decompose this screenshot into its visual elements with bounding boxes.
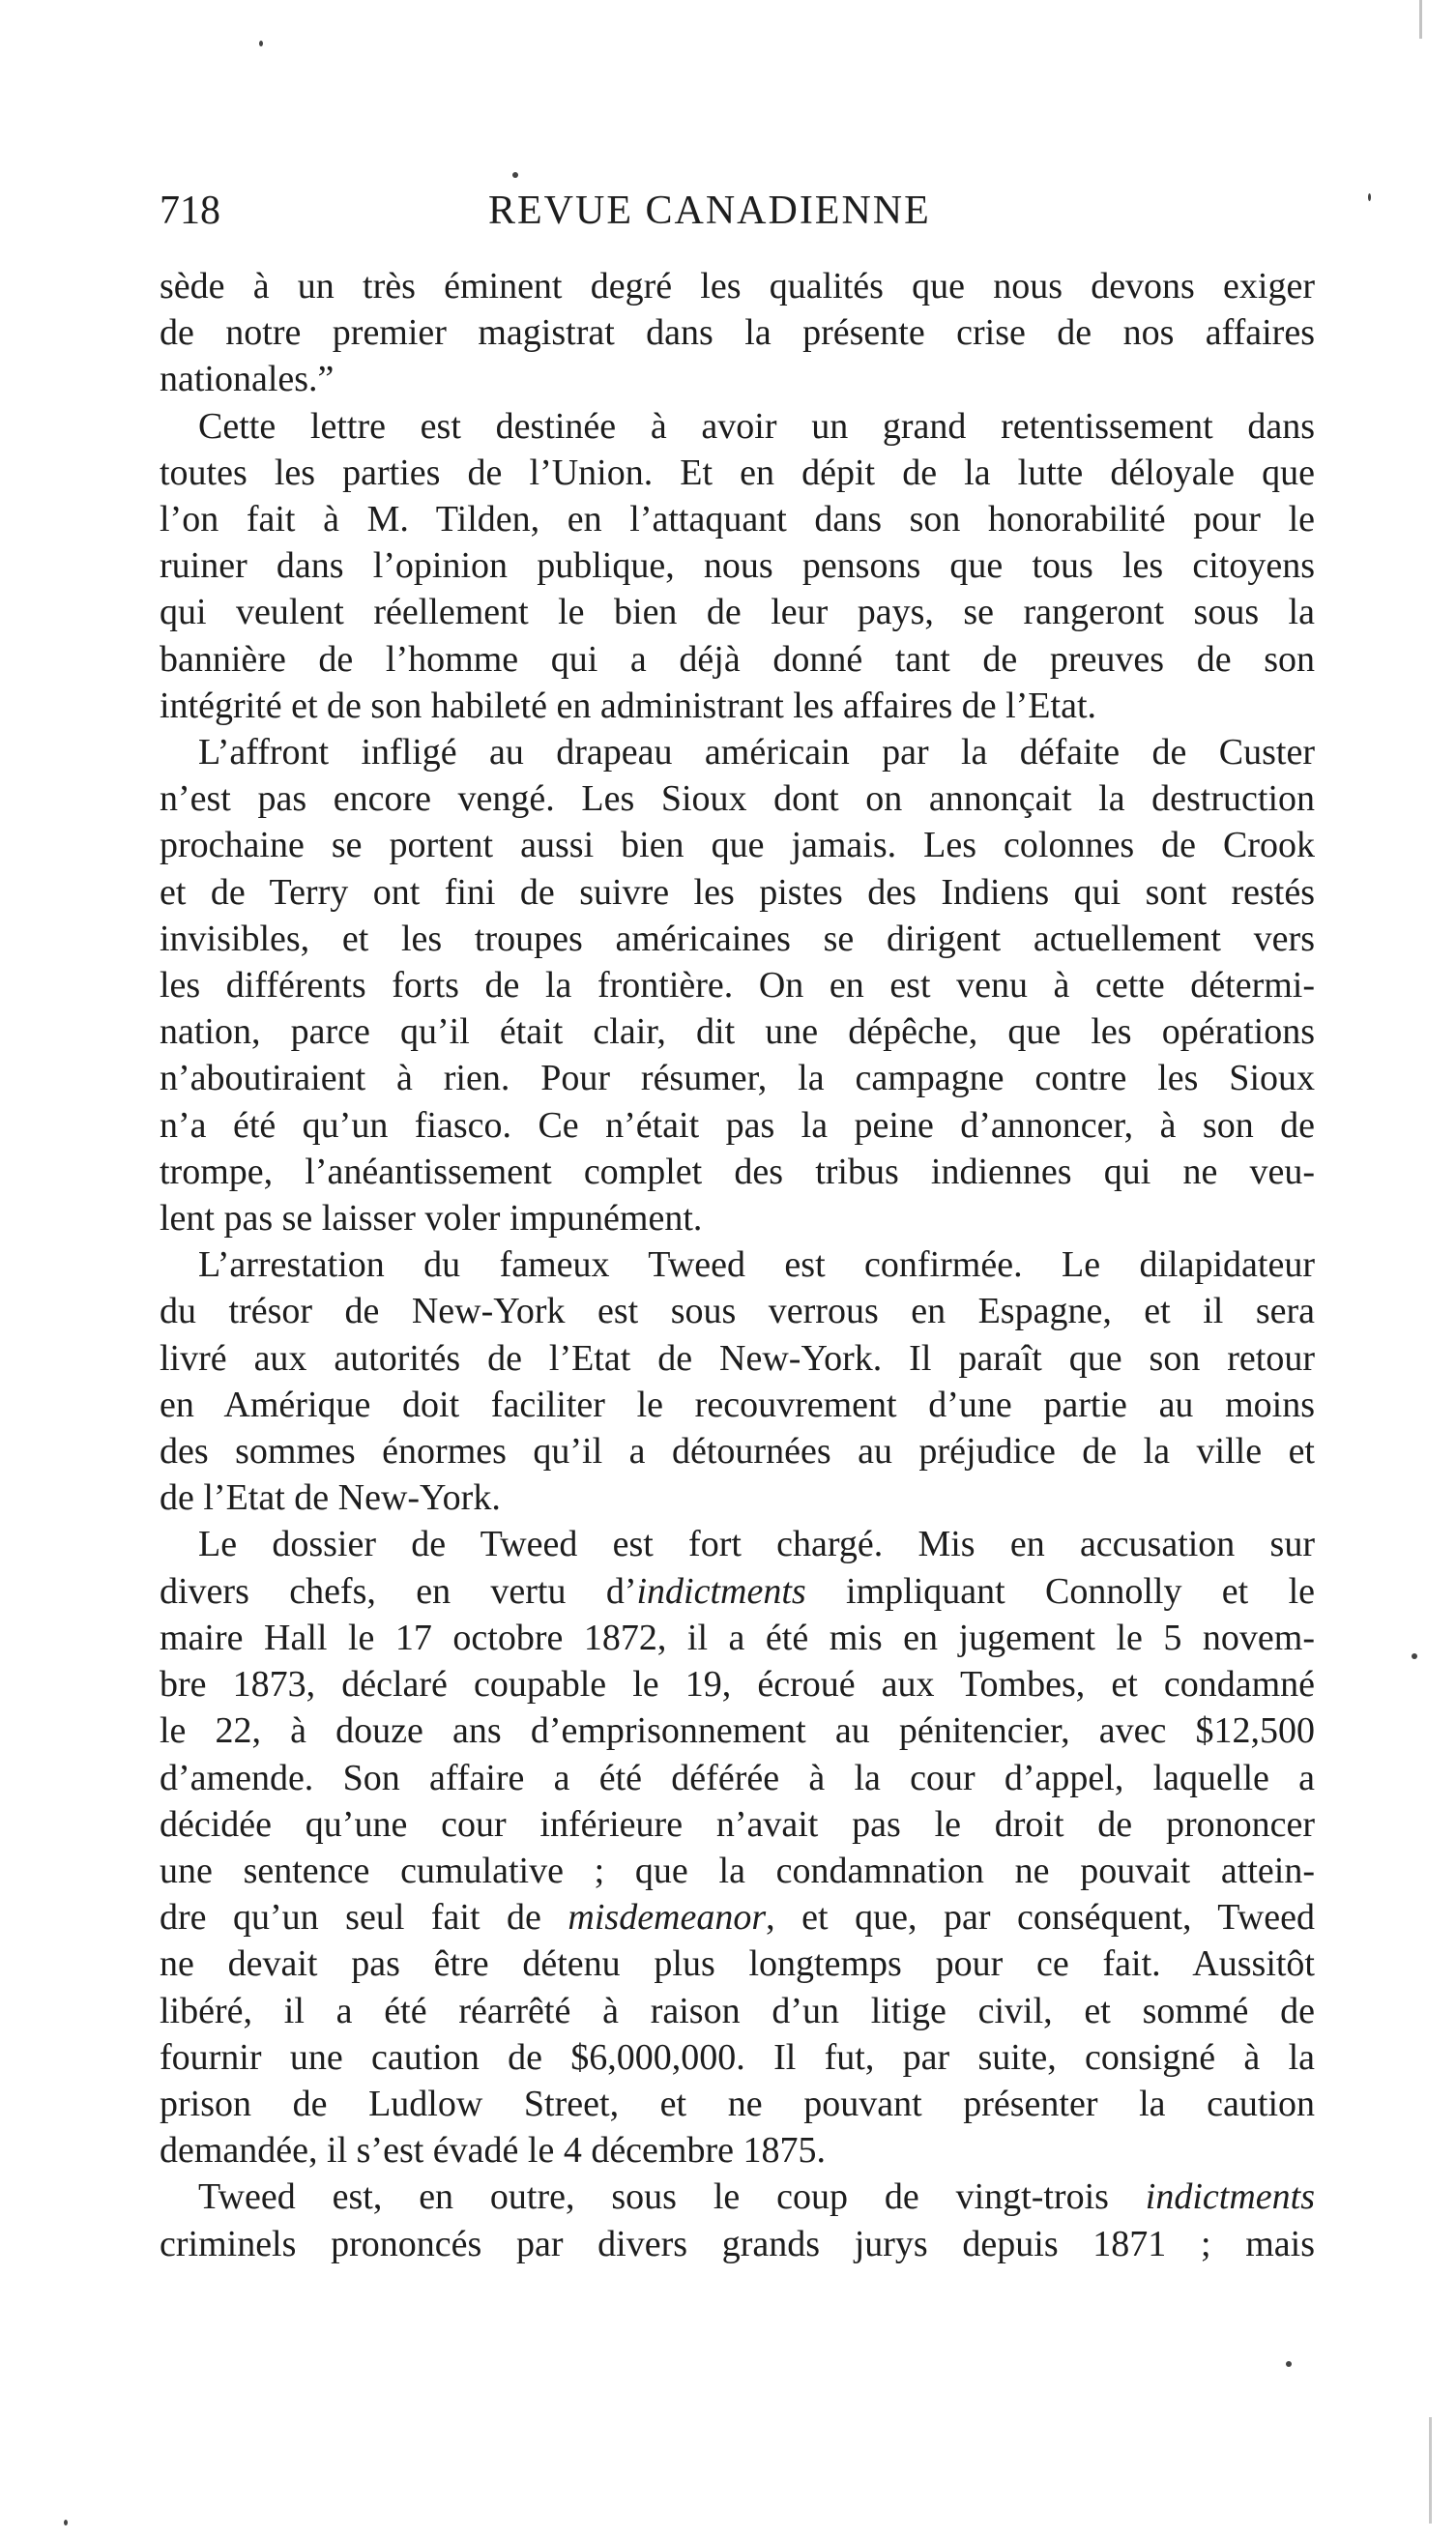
text-line: qui veulent réellement le bien de leur pays, se rangeront sous la <box>160 592 1315 633</box>
text-line: le 22, à douze ans d’emprisonnement au pénitencier, avec $12,500 <box>160 1710 1315 1752</box>
text-line: criminels prononcés par divers grands jurys depuis 1871 ; mais <box>160 2223 1315 2264</box>
text-line: divers chefs, en vertu d’indictments impliquant Connolly et le <box>160 1570 1315 1612</box>
text-line: demandée, il s’est évadé le 4 décembre 1875. <box>160 2130 826 2172</box>
body-text <box>160 263 1315 2267</box>
text-line: l’on fait à M. Tilden, en l’attaquant dans son honorabilité pour le <box>160 499 1315 540</box>
text-line: libéré, il a été réarrêté à raison d’un litige civil, et sommé de <box>160 1990 1315 2031</box>
text-line: ne devait pas être détenu plus longtemps pour ce fait. Aussitôt <box>160 1943 1315 1985</box>
text-line: fournir une caution de $6,000,000. Il fut, par suite, consigné à la <box>160 2036 1315 2078</box>
paragraph <box>160 403 1315 729</box>
text-line: maire Hall le 17 octobre 1872, il a été mis en jugement le 5 novem- <box>160 1617 1315 1658</box>
text-line: prison de Ludlow Street, et ne pouvant présenter la caution <box>160 2083 1315 2124</box>
text-line: invisibles, et les troupes américaines se dirigent actuellement vers <box>160 918 1315 959</box>
text-line: des sommes énormes qu’il a détournées au préjudice de la ville et <box>160 1431 1315 1473</box>
text-line: Cette lettre est destinée à avoir un grand retentissement dans <box>198 405 1315 447</box>
paragraph <box>160 729 1315 1241</box>
text-line: une sentence cumulative ; que la condamnation ne pouvait attein- <box>160 1850 1315 1891</box>
scan-edge-mark <box>1429 2417 1432 2524</box>
scan-edge-mark <box>1419 0 1422 39</box>
paragraph <box>160 2174 1315 2266</box>
scan-speck <box>259 41 263 46</box>
text-line: décidée qu’une cour inférieure n’avait pas le droit de prononcer <box>160 1803 1315 1845</box>
scan-speck <box>1286 2361 1292 2367</box>
text-line: L’affront infligé au drapeau américain par la défaite de Custer <box>198 732 1315 773</box>
scan-speck <box>512 172 518 178</box>
paragraph <box>160 1521 1315 2174</box>
text-line: nationales.” <box>160 359 335 400</box>
text-line: lent pas se laisser voler impunément. <box>160 1198 703 1240</box>
text-line: du trésor de New-York est sous verrous en Espagne, et il sera <box>160 1291 1315 1332</box>
text-line: bannière de l’homme qui a déjà donné tant de preuves de son <box>160 638 1315 680</box>
text-line: bre 1873, déclaré coupable le 19, écroué aux Tombes, et condamné <box>160 1664 1315 1706</box>
text-line: dre qu’un seul fait de misdemeanor, et que, par conséquent, Tweed <box>160 1897 1315 1939</box>
text-line: n’aboutiraient à rien. Pour résumer, la campagne contre les Sioux <box>160 1058 1315 1099</box>
text-line: de l’Etat de New-York. <box>160 1477 501 1519</box>
text-line: n’est pas encore vengé. Les Sioux dont on annonçait la destruction <box>160 778 1315 820</box>
text-line: prochaine se portent aussi bien que jamais. Les colonnes de Crook <box>160 825 1315 866</box>
text-line: en Amérique doit faciliter le recouvrement d’une partie au moins <box>160 1384 1315 1425</box>
text-line: intégrité et de son habileté en administrant les affaires de l’Etat. <box>160 685 1096 726</box>
text-line: L’arrestation du fameux Tweed est confirmée. Le dilapidateur <box>198 1244 1315 1286</box>
page-header <box>160 182 1320 240</box>
text-line: ruiner dans l’opinion publique, nous pensons que tous les citoyens <box>160 545 1315 587</box>
text-line: Le dossier de Tweed est fort chargé. Mis en accusation sur <box>198 1524 1315 1565</box>
text-line: de notre premier magistrat dans la présente crise de nos affaires <box>160 312 1315 354</box>
paragraph <box>160 263 1315 403</box>
scan-speck <box>1368 193 1371 201</box>
text-line: nation, parce qu’il était clair, dit une dépêche, que les opérations <box>160 1011 1315 1053</box>
text-line: sède à un très éminent degré les qualités que nous devons exiger <box>160 266 1315 306</box>
text-line: et de Terry ont fini de suivre les pistes des Indiens qui sont restés <box>160 871 1315 913</box>
text-line: d’amende. Son affaire a été déférée à la cour d’appel, laquelle a <box>160 1757 1315 1798</box>
page-number: 718 <box>160 189 220 233</box>
scan-speck <box>64 2520 68 2525</box>
running-title: REVUE CANADIENNE <box>488 189 931 233</box>
text-line: les différents forts de la frontière. On en est venu à cette détermi- <box>160 965 1315 1007</box>
text-line: toutes les parties de l’Union. Et en dépit de la lutte déloyale que <box>160 452 1315 493</box>
text-line: livré aux autorités de l’Etat de New-York. Il paraît que son retour <box>160 1337 1315 1379</box>
scan-speck <box>1412 1653 1417 1659</box>
text-line: Tweed est, en outre, sous le coup de vingt-trois indictments <box>198 2176 1315 2218</box>
text-line: n’a été qu’un fiasco. Ce n’était pas la peine d’annoncer, à son de <box>160 1104 1315 1146</box>
text-line: trompe, l’anéantissement complet des tribus indiennes qui ne veu- <box>160 1151 1315 1192</box>
paragraph <box>160 1241 1315 1521</box>
